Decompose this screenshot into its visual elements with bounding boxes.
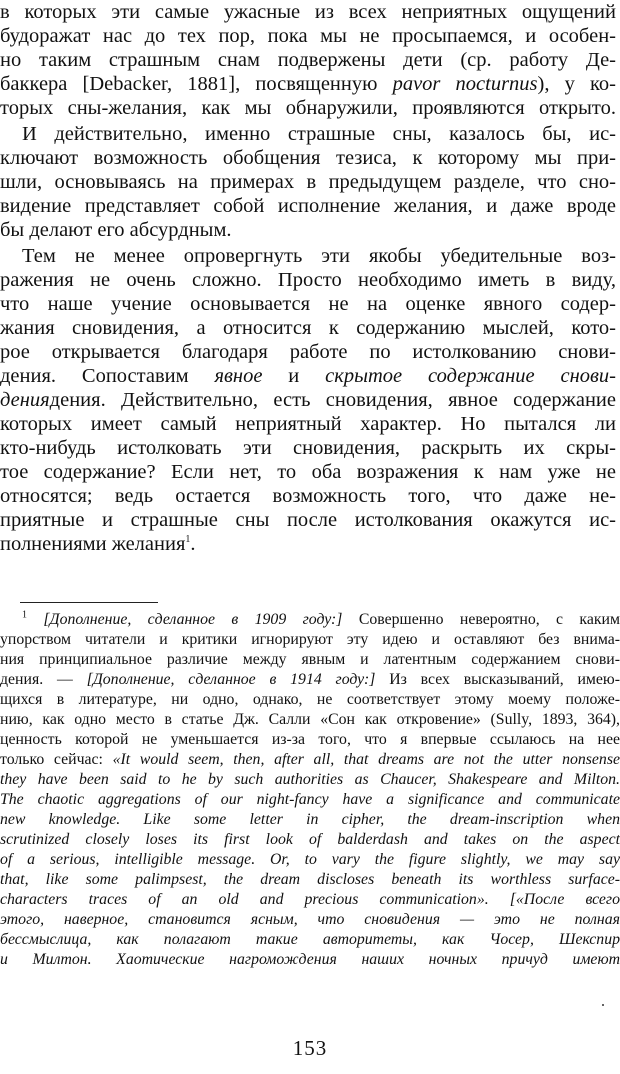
text-line: в которых эти самые ужасные из всех неприятных ощущений: [0, 1, 616, 23]
text-line: ключают возможность обобщения тезиса, к которому мы при-: [0, 147, 616, 169]
text-line: приятные и страшные сны после истолкования окажутся ис-: [0, 509, 616, 531]
latin-term: pavor nocturnus: [392, 73, 538, 95]
footnote-line: that, like some palimpsest, the dream discloses beneath its worthless surface-: [0, 871, 620, 888]
footnote-number: 1: [22, 610, 27, 621]
footnote-line: characters traces of an old and precious communication». [«После всего: [0, 891, 620, 908]
emphasis-term: явное: [214, 365, 263, 387]
footnote-line: щихся в литературе, ни одно, однако, не соответствует этому моему положе-: [0, 691, 620, 708]
text-line: ражения не очень сложно. Просто необходимо иметь в виду,: [0, 269, 616, 291]
text-line: что наше учение основывается не на оценке явного содер-: [0, 293, 616, 315]
text-line: но таким страшным снам подвержены дети (ср. работу Де-: [0, 49, 616, 71]
footnote-line: упорством читатели и критики игнорируют эту идею и оставляют без внима-: [0, 631, 620, 648]
footnote-line: дения. — [Дополнение, сделанное в 1914 году:] Из всех высказываний, имею-: [0, 671, 620, 688]
page-number: 153: [292, 1036, 328, 1060]
text-line: дениядения. Действительно, есть сновидения, явное содержание: [0, 389, 616, 411]
text-line: полнениями желания$^1$.: [0, 533, 196, 555]
footnote-line: этого, наверное, становится ясным, что сновидения — это не полная: [0, 911, 620, 928]
footnote-marker: 1: [185, 534, 191, 546]
text-line: шли, основываясь на примерах в предыдущем разделе, что сно-: [0, 171, 616, 193]
footnote-line: new knowledge. Like some letter in cipher, the dream-inscription when: [0, 811, 620, 828]
text-line: будоражат нас до тех пор, пока мы не просыпаемся, и особен-: [0, 25, 616, 47]
text-line: баккера [Debacker, 1881], посвященную pavor nocturnus), у ко-: [0, 73, 616, 95]
text-line: жания сновидения, а относится к содержанию мыслей, кото-: [0, 317, 616, 339]
text-line: тое содержание? Если нет, то оба возражения к нам уже не: [0, 461, 616, 483]
text-line: кто-нибудь истолковать эти сновидения, раскрыть их скры-: [0, 437, 616, 459]
footnote-line: scrutinized closely loses its first look of balderdash and takes on the aspect: [0, 831, 620, 848]
footnote-line: ния принципиальное различие между явным и латентным содержанием снови-: [0, 651, 620, 668]
text-line: бы делают его абсурдным.: [0, 219, 232, 241]
footnote-line: ценность которой не уменьшается из-за того, что я впервые ссылаюсь на нее: [0, 731, 620, 748]
footnote-line: they have been said to he by such authorities as Chaucer, Shakespeare and Milton.: [0, 771, 620, 788]
footnote-line: of a serious, intelligible message. Or, to vary the figure slightly, we may say: [0, 851, 620, 868]
text-line: которых имеет самый неприятный характер. Но пытался ли: [0, 413, 616, 435]
text-line: рое открывается благодаря работе по истолкованию снови-: [0, 341, 616, 363]
text-line: И действительно, именно страшные сны, казалось бы, ис-: [22, 123, 616, 145]
footnote-line: бессмыслица, как полагают такие авторитеты, как Чосер, Шекспир: [0, 931, 620, 948]
text-line: торых сны-желания, как мы обнаружили, проявляются открыто.: [0, 97, 616, 119]
footnote-line: нию, как одно место в статье Дж. Салли «Сон как откровение» (Sully, 1893, 364),: [0, 711, 620, 728]
footnote-line: $^1$ [Дополнение, сделанное в 1909 году:] Совершенно невероятно, с каким: [22, 610, 620, 628]
emphasis-term: скрытое содержание снови-: [325, 365, 616, 387]
footnote-line: The chaotic aggregations of our night-fancy have a significance and communicate: [0, 791, 620, 808]
footnote-line: и Милтон. Хаотические нагромождения наших ночных причуд имеют: [0, 951, 620, 968]
text-line: видение представляет собой исполнение желания, и даже вроде: [0, 195, 616, 217]
footnote-divider: [20, 602, 158, 603]
text-line: относятся; ведь остается возможность того, что даже не-: [0, 485, 616, 507]
footnote-line: только сейчас: «It would seem, then, after all, that dreams are not the utter nonsense: [0, 751, 620, 768]
speck: [602, 1004, 604, 1006]
text-line: Тем не менее опровергнуть эти якобы убедительные воз-: [22, 245, 616, 267]
text-line: дения. Сопоставим явное и скрытое содержание снови-: [0, 365, 616, 387]
